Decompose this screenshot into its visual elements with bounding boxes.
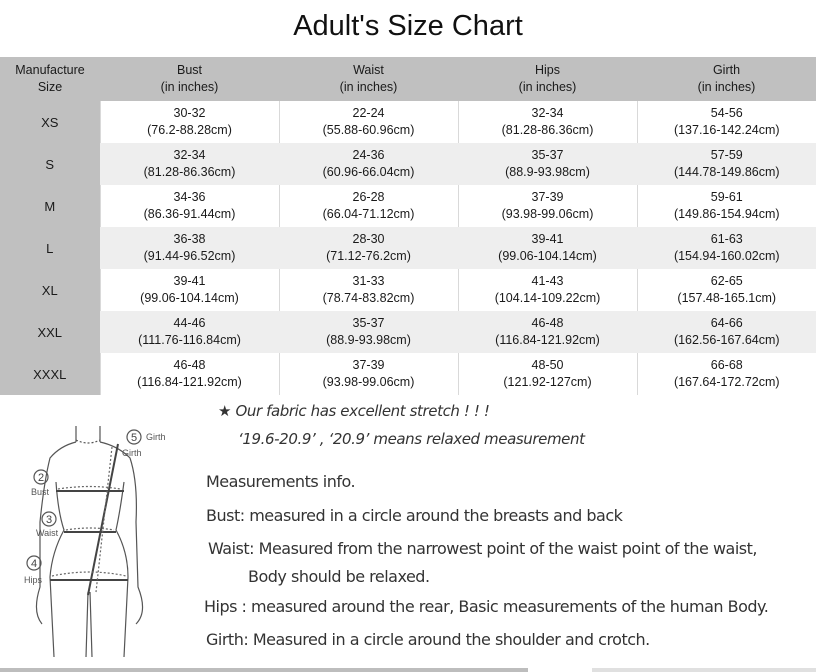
- bust-inches: 36-38: [173, 232, 206, 246]
- waist-inches: 24-36: [352, 148, 385, 162]
- bust-inches: 46-48: [173, 358, 206, 372]
- size-chart-table: [0, 57, 816, 395]
- size-cell: XXL: [0, 311, 100, 353]
- hips-cell: [458, 269, 637, 311]
- girth-cell: [637, 353, 816, 395]
- waist-cm: (66.04-71.12cm): [322, 207, 415, 221]
- header-label: Girth: [712, 63, 741, 77]
- table-row: [0, 185, 816, 227]
- waist-cm: (88.9-93.98cm): [326, 333, 411, 347]
- girth-cm: (144.78-149.86cm): [673, 165, 780, 179]
- info-girth: Girth: Measured in a circle around the shoulder and crotch.: [206, 630, 650, 649]
- bust-inches: 44-46: [173, 316, 206, 330]
- header-label: Hips: [534, 63, 560, 77]
- stretch-note: [218, 402, 489, 420]
- body-outline-icon: [0, 402, 200, 662]
- bust-inches: 32-34: [173, 148, 206, 162]
- girth-inches: 62-65: [710, 274, 743, 288]
- star-icon: ★: [218, 402, 232, 420]
- girth-cm: (137.16-142.24cm): [673, 123, 780, 137]
- body-measurement-figure: [0, 402, 200, 662]
- header-label: Bust: [176, 63, 202, 77]
- header-hips: [458, 57, 637, 101]
- girth-inches: 57-59: [710, 148, 743, 162]
- hips-cm: (88.9-93.98cm): [505, 165, 590, 179]
- bust-label: Bust: [31, 487, 50, 497]
- size-cell: XS: [0, 101, 100, 143]
- hips-cell: [458, 185, 637, 227]
- girth-cell: [637, 143, 816, 185]
- info-hips: Hips : measured around the rear, Basic measurements of the human Body.: [204, 597, 769, 616]
- size-cell: L: [0, 227, 100, 269]
- size-cell: XXXL: [0, 353, 100, 395]
- girth-cell: [637, 101, 816, 143]
- hips-label: Hips: [24, 575, 43, 585]
- waist-inches: 31-33: [352, 274, 385, 288]
- bust-inches: 30-32: [173, 106, 206, 120]
- waist-cm: (78.74-83.82cm): [322, 291, 415, 305]
- girth-cm: (157.48-165.1cm): [677, 291, 777, 305]
- waist-cm: (60.96-66.04cm): [322, 165, 415, 179]
- bust-cm: (86.36-91.44cm): [143, 207, 236, 221]
- hips-number: 4: [30, 558, 38, 570]
- hips-cell: [458, 101, 637, 143]
- header-unit: (in inches): [339, 80, 398, 94]
- waist-cell: [279, 311, 458, 353]
- header-waist: [279, 57, 458, 101]
- hips-inches: 32-34: [531, 106, 564, 120]
- girth-number: 5: [130, 432, 138, 444]
- hips-cell: [458, 311, 637, 353]
- waist-inches: 28-30: [352, 232, 385, 246]
- header-size: [0, 57, 100, 101]
- bust-cell: [100, 143, 279, 185]
- girth-cm: (167.64-172.72cm): [673, 375, 780, 389]
- header-label: Manufacture: [15, 63, 85, 77]
- stretch-text: Our fabric has excellent stretch ! ! !: [235, 402, 490, 420]
- waist-cell: [279, 227, 458, 269]
- relaxed-note: ‘19.6-20.9’ , ‘20.9’ means relaxed measurement: [238, 430, 585, 448]
- waist-cm: (55.88-60.96cm): [322, 123, 415, 137]
- hips-inches: 41-43: [531, 274, 564, 288]
- header-girth: [637, 57, 816, 101]
- waist-cell: [279, 101, 458, 143]
- girth-cell: [637, 227, 816, 269]
- bust-inches: 39-41: [173, 274, 206, 288]
- hips-cell: [458, 143, 637, 185]
- hips-cm: (116.84-121.92cm): [495, 333, 600, 347]
- hips-inches: 46-48: [531, 316, 564, 330]
- header-unit: Size: [37, 80, 63, 94]
- table-row: [0, 311, 816, 353]
- table-row: [0, 227, 816, 269]
- header-bust: [100, 57, 279, 101]
- bust-cm: (81.28-86.36cm): [143, 165, 236, 179]
- bust-cell: [100, 311, 279, 353]
- girth-cm: (154.94-160.02cm): [673, 249, 780, 263]
- bust-cell: [100, 269, 279, 311]
- hips-cm: (104.14-109.22cm): [494, 291, 601, 305]
- hips-inches: 37-39: [531, 190, 564, 204]
- bust-cm: (99.06-104.14cm): [140, 291, 239, 305]
- bust-cell: [100, 185, 279, 227]
- bust-cell: [100, 227, 279, 269]
- info-waist-line2: Body should be relaxed.: [248, 567, 430, 586]
- waist-cell: [279, 143, 458, 185]
- bust-cell: [100, 353, 279, 395]
- girth-inches: 54-56: [710, 106, 743, 120]
- bust-cm: (116.84-121.92cm): [137, 375, 242, 389]
- girth-cell: [637, 185, 816, 227]
- waist-cm: (71.12-76.2cm): [326, 249, 411, 263]
- info-waist-line1: Waist: Measured from the narrowest point of the waist point of the waist,: [208, 539, 757, 558]
- girth-inches: 64-66: [710, 316, 743, 330]
- hips-cell: [458, 227, 637, 269]
- bust-number: 2: [37, 472, 45, 484]
- hips-inches: 39-41: [531, 232, 564, 246]
- waist-inches: 26-28: [352, 190, 385, 204]
- hips-inches: 48-50: [531, 358, 564, 372]
- hips-cm: (81.28-86.36cm): [501, 123, 594, 137]
- info-bust: Bust: measured in a circle around the breasts and back: [206, 506, 623, 525]
- girth-cell: [637, 269, 816, 311]
- table-row: [0, 353, 816, 395]
- bust-cm: (111.76-116.84cm): [138, 333, 241, 347]
- bottom-divider-right: [592, 668, 816, 672]
- header-unit: (in inches): [518, 80, 577, 94]
- table-row: [0, 269, 816, 311]
- hips-cm: (121.92-127cm): [503, 375, 592, 389]
- bust-cell: [100, 101, 279, 143]
- waist-cell: [279, 353, 458, 395]
- hips-cm: (93.98-99.06cm): [501, 207, 594, 221]
- waist-cm: (93.98-99.06cm): [322, 375, 415, 389]
- size-cell: XL: [0, 269, 100, 311]
- table-row: [0, 101, 816, 143]
- size-cell: S: [0, 143, 100, 185]
- girth-cm: (162.56-167.64cm): [673, 333, 780, 347]
- table-header-row: [0, 57, 816, 101]
- notes-section: [200, 400, 816, 672]
- bust-inches: 34-36: [173, 190, 206, 204]
- waist-number: 3: [45, 514, 53, 526]
- hips-cell: [458, 353, 637, 395]
- header-unit: (in inches): [697, 80, 756, 94]
- waist-inches: 37-39: [352, 358, 385, 372]
- waist-label: Waist: [36, 528, 59, 538]
- header-label: Waist: [353, 63, 384, 77]
- waist-cell: [279, 185, 458, 227]
- waist-cell: [279, 269, 458, 311]
- girth-inches: 61-63: [710, 232, 743, 246]
- girth-cell: [637, 311, 816, 353]
- header-unit: (in inches): [160, 80, 219, 94]
- girth-cm: (149.86-154.94cm): [673, 207, 780, 221]
- bust-cm: (91.44-96.52cm): [143, 249, 236, 263]
- girth-inches: 66-68: [710, 358, 743, 372]
- waist-inches: 35-37: [352, 316, 385, 330]
- bottom-divider-left: [0, 668, 528, 672]
- girth-label-2: Girth: [122, 448, 142, 458]
- girth-inches: 59-61: [710, 190, 743, 204]
- info-title: Measurements info.: [206, 472, 356, 491]
- hips-inches: 35-37: [531, 148, 564, 162]
- size-cell: M: [0, 185, 100, 227]
- page-title: Adult's Size Chart: [293, 10, 523, 42]
- hips-cm: (99.06-104.14cm): [498, 249, 597, 263]
- table-row: [0, 143, 816, 185]
- bust-cm: (76.2-88.28cm): [147, 123, 232, 137]
- girth-label: Girth: [146, 432, 166, 442]
- waist-inches: 22-24: [352, 106, 385, 120]
